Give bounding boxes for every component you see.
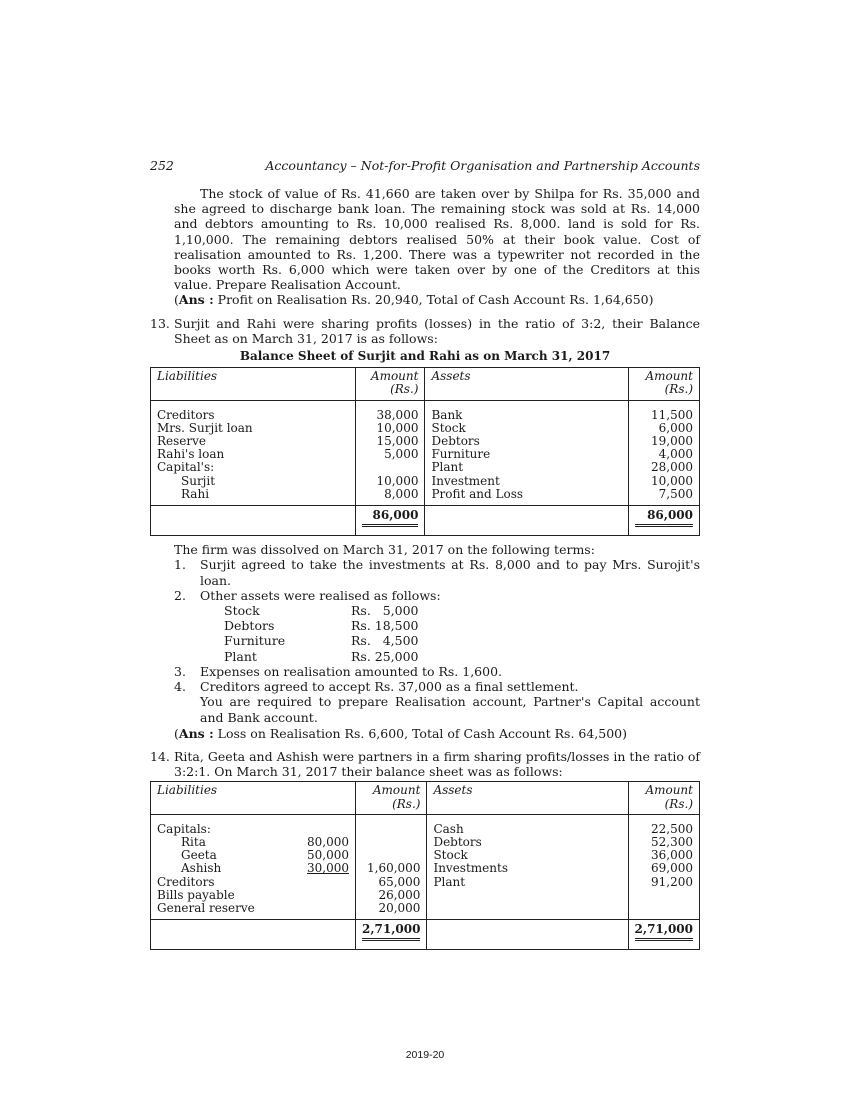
q13-col-amount-l: Amount (Rs.) bbox=[355, 368, 425, 400]
table-row: Mrs. Surjit loan bbox=[157, 420, 253, 435]
q13-heading bbox=[150, 316, 700, 346]
q13-table-body bbox=[151, 400, 700, 505]
q12-block bbox=[150, 186, 700, 308]
q14-col-amount-a: Amount (Rs.) bbox=[628, 782, 699, 814]
q13-table-total bbox=[151, 506, 700, 536]
q14-table-total bbox=[151, 920, 700, 950]
q12-answer: (Ans : Profit on Realisation Rs. 20,940, Total of Cash Account Rs. 1,64,650) bbox=[174, 292, 654, 308]
q14-table-body bbox=[151, 814, 700, 919]
q13-assets-labels bbox=[425, 400, 629, 505]
page-body bbox=[150, 186, 700, 950]
table-cell: 15,000 bbox=[376, 434, 419, 449]
table-cell: 28,000 bbox=[651, 460, 693, 475]
table-cell: 19,000 bbox=[651, 434, 693, 449]
q14-col-amount-l: Amount (Rs.) bbox=[356, 782, 427, 814]
table-cell: 4,000 bbox=[658, 447, 693, 462]
table-cell: 8,000 bbox=[384, 486, 419, 501]
table-cell: 91,200 bbox=[651, 874, 693, 889]
table-row: Debtors bbox=[433, 834, 482, 849]
table-cell: 20,000 bbox=[378, 900, 421, 915]
q14-assets-amounts bbox=[628, 814, 699, 919]
table-row: Reserve bbox=[157, 434, 207, 449]
q13-col-assets: Assets bbox=[425, 368, 629, 400]
list-item: 3. Expenses on realisation amounted to Rs. 1,600. bbox=[174, 663, 503, 679]
q14-balance-sheet bbox=[150, 781, 700, 950]
q13-dissolved-text: The firm was dissolved on March 31, 2017 on the following terms: bbox=[174, 542, 595, 558]
page-number: 252 bbox=[150, 158, 174, 173]
table-row: Plant bbox=[433, 874, 466, 889]
table-cell: 10,000 bbox=[376, 420, 419, 435]
list-item: 4. Creditors agreed to accept Rs. 37,000 as a final settlement. bbox=[174, 679, 579, 695]
q14-total-liabilities: 2,71,000 bbox=[362, 923, 420, 941]
q13-liabilities-amounts bbox=[355, 400, 425, 505]
list-item: 1. Surjit agreed to take the investments at Rs. 8,000 and to pay Mrs. Surojit's loan. bbox=[174, 557, 700, 588]
table-cell: 38,000 bbox=[376, 407, 419, 422]
q12-ans-label: Ans : bbox=[178, 292, 214, 308]
q12-paragraph: The stock of value of Rs. 41,660 are taken over by Shilpa for Rs. 35,000 and she agreed to discharge bank loan. The remaining stock was sold at Rs. 14,000 and debtors amounting to Rs. 10,000 realised Rs. 8,000. land is sold for Rs. 1,10,000. The remaining debtors realised 50% at their book value. Cost of realisation amounted to Rs. 1,200. There was a typewriter not recorded in the books worth Rs. 6,000 which were taken over by one of the Creditors at this value. Prepare Realisation Account. bbox=[174, 186, 700, 293]
page-footer: 2019-20 bbox=[405, 1049, 445, 1061]
table-row: Profit and Loss bbox=[431, 486, 524, 501]
table-row: Investment bbox=[431, 473, 500, 488]
table-cell: 22,500 bbox=[651, 821, 693, 836]
table-row: Geeta 50,000 bbox=[181, 848, 349, 863]
q14-col-assets: Assets bbox=[427, 782, 628, 814]
q13-required: You are required to prepare Realisation account, Partner's Capital account and Bank account. bbox=[200, 694, 700, 725]
table-row: Capital's: bbox=[157, 460, 215, 475]
table-cell: 1,60,000 bbox=[367, 861, 421, 876]
table-row: Bills payable bbox=[157, 887, 235, 902]
list-item: Stock Rs. 5,000 bbox=[224, 603, 419, 619]
list-item: 2. Other assets were realised as follows: bbox=[174, 587, 441, 603]
table-row: Furniture bbox=[431, 447, 491, 462]
table-row: Bank bbox=[431, 407, 463, 422]
q13-realised-list bbox=[174, 603, 700, 664]
q13-number: 13. bbox=[150, 315, 170, 331]
table-row: Creditors bbox=[157, 407, 215, 422]
q14-liabilities-labels bbox=[151, 814, 356, 919]
q13-table-title: Balance Sheet of Surjit and Rahi as on March 31, 2017 bbox=[239, 349, 611, 364]
q13-liabilities-labels bbox=[151, 400, 356, 505]
table-row: Rahi bbox=[181, 486, 210, 501]
table-cell: 26,000 bbox=[378, 887, 421, 902]
table-cell bbox=[362, 461, 419, 474]
q14-assets-labels bbox=[427, 814, 628, 919]
q13-total-liabilities: 86,000 bbox=[362, 509, 419, 527]
page-header bbox=[150, 158, 700, 176]
q13-answer: (Ans : Loss on Realisation Rs. 6,600, Total of Cash Account Rs. 64,500) bbox=[174, 725, 628, 741]
table-row: Surjit bbox=[181, 473, 216, 488]
table-row: Creditors bbox=[157, 874, 215, 889]
table-cell: 36,000 bbox=[651, 848, 693, 863]
list-item: Debtors Rs. 18,500 bbox=[224, 618, 419, 634]
q13-terms bbox=[150, 542, 700, 741]
q14-heading bbox=[150, 749, 700, 779]
q13-balance-sheet bbox=[150, 367, 700, 536]
q13-table-header bbox=[151, 368, 700, 400]
table-row: Rita 80,000 bbox=[181, 834, 349, 849]
table-cell: 69,000 bbox=[651, 861, 693, 876]
table-row: General reserve bbox=[157, 900, 255, 915]
q13-assets-amounts bbox=[629, 400, 700, 505]
table-cell: 7,500 bbox=[658, 486, 693, 501]
q14-table-header bbox=[151, 782, 700, 814]
q14-total-assets: 2,71,000 bbox=[635, 923, 693, 941]
table-row: Capitals: bbox=[157, 821, 211, 836]
table-row: Debtors bbox=[431, 434, 480, 449]
table-row: Cash bbox=[433, 821, 464, 836]
q14-intro: Rita, Geeta and Ashish were partners in a firm sharing profits/losses in the ratio of 3:2:1. On March 31, 2017 their balance sheet was as follows: bbox=[174, 748, 700, 780]
list-item: Furniture Rs. 4,500 bbox=[224, 633, 419, 649]
q13-ans-label: Ans : bbox=[178, 725, 214, 741]
table-row: Ashish 30,000 bbox=[181, 861, 349, 876]
q14-liabilities-amounts bbox=[356, 814, 427, 919]
table-cell: 10,000 bbox=[376, 473, 419, 488]
q13-total-assets: 86,000 bbox=[635, 509, 693, 527]
table-row: Investments bbox=[433, 861, 508, 876]
q13-col-liabilities: Liabilities bbox=[151, 368, 356, 400]
q14-number: 14. bbox=[150, 748, 170, 764]
table-cell: 5,000 bbox=[384, 447, 419, 462]
table-cell: 6,000 bbox=[658, 420, 693, 435]
q12-ans-text: Profit on Realisation Rs. 20,940, Total of Cash Account Rs. 1,64,650) bbox=[217, 292, 654, 308]
q13-intro: Surjit and Rahi were sharing profits (losses) in the ratio of 3:2, their Balance Sheet as on March 31, 2017 is as follows: bbox=[174, 315, 700, 346]
table-row: Stock bbox=[431, 420, 466, 435]
table-cell: 10,000 bbox=[651, 473, 693, 488]
table-row: Rahi's loan bbox=[157, 447, 225, 462]
table-cell: 65,000 bbox=[378, 874, 421, 889]
table-cell: 11,500 bbox=[651, 407, 693, 422]
running-head: Accountancy – Not-for-Profit Organisation and Partnership Accounts bbox=[265, 158, 700, 173]
q13-col-amount-a: Amount (Rs.) bbox=[629, 368, 700, 400]
table-row: Stock bbox=[433, 848, 468, 863]
q14-col-liabilities: Liabilities bbox=[151, 782, 356, 814]
q13-ans-text: Loss on Realisation Rs. 6,600, Total of Cash Account Rs. 64,500) bbox=[217, 725, 628, 741]
table-row: Plant bbox=[431, 460, 464, 475]
list-item: Plant Rs. 25,000 bbox=[224, 648, 419, 664]
table-cell: 52,300 bbox=[651, 834, 693, 849]
